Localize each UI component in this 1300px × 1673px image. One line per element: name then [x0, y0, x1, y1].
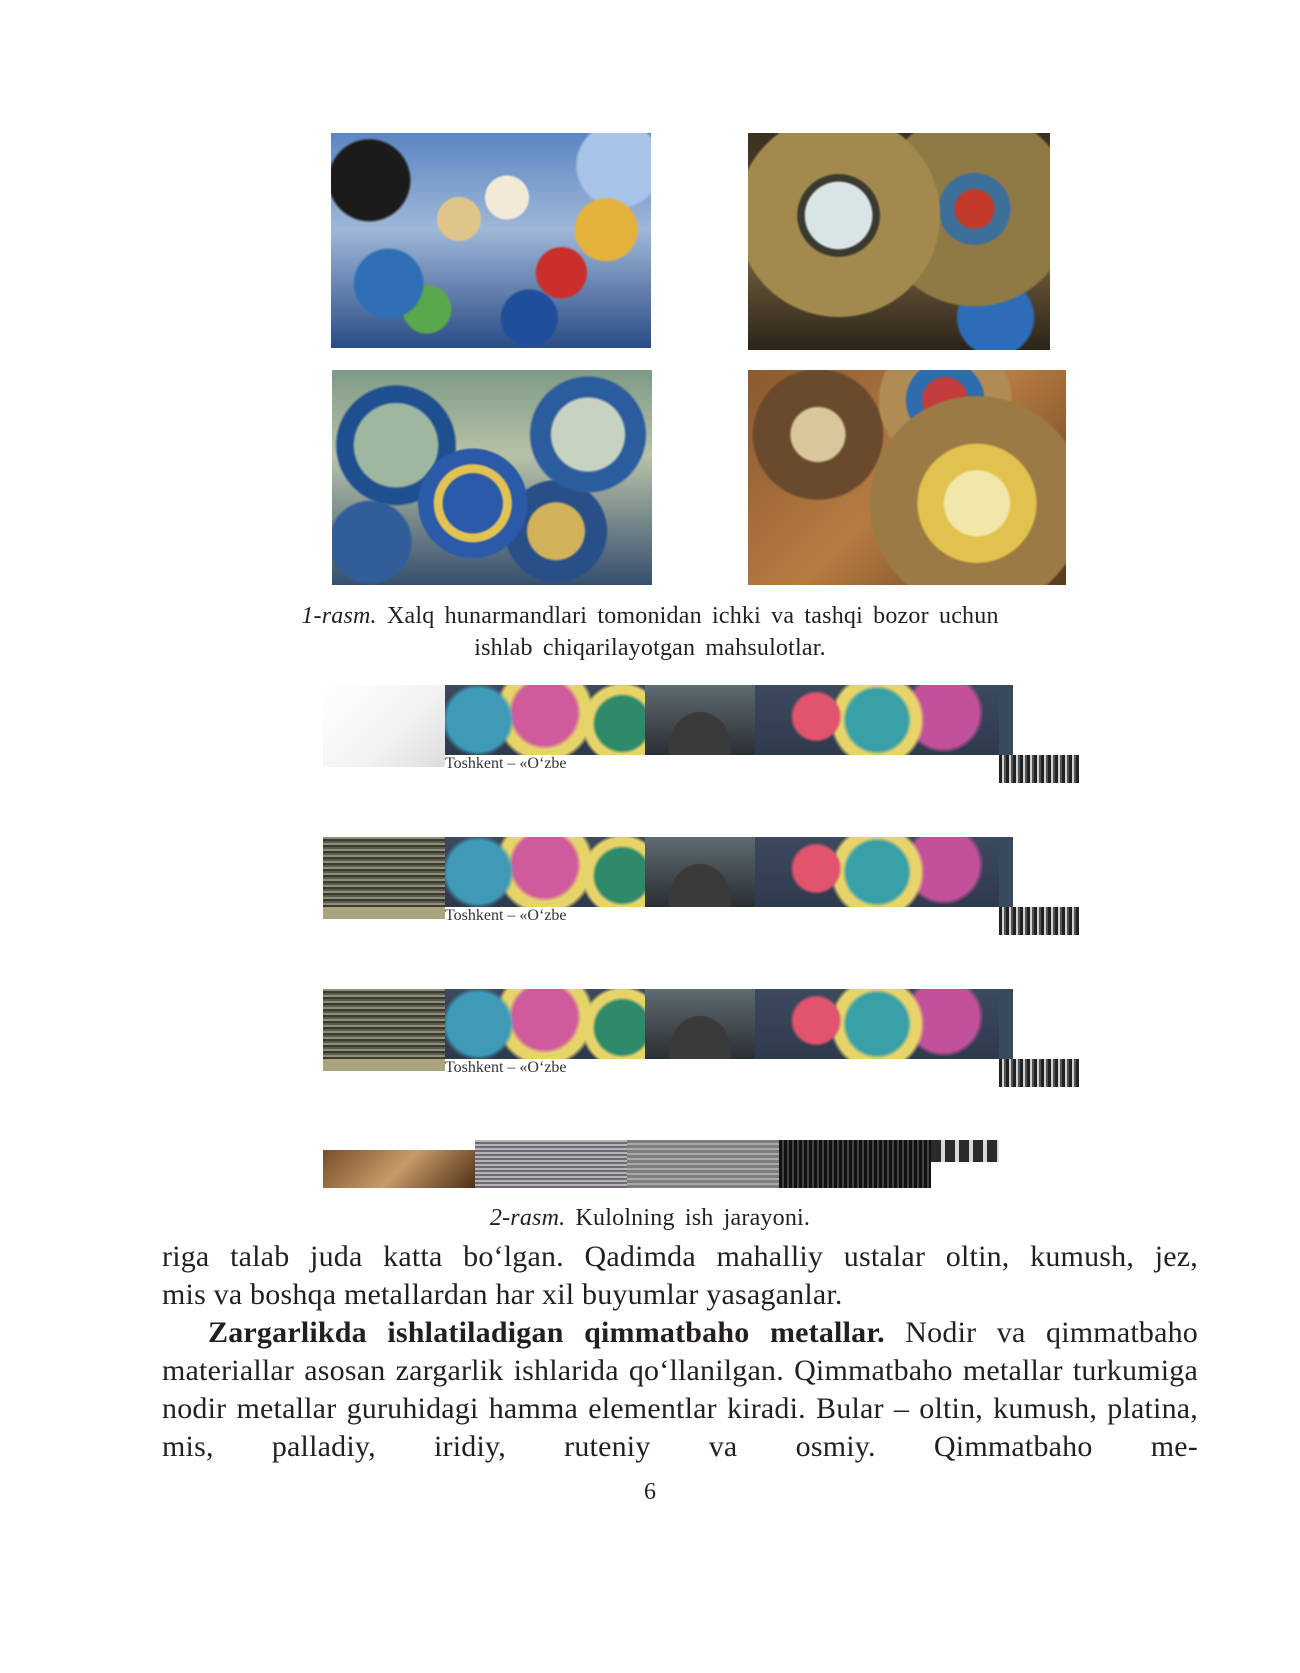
strip-segment: [323, 1150, 475, 1188]
figure2-strip-4: [323, 1140, 999, 1190]
strip-segment: [779, 1140, 931, 1188]
strip-noise: [999, 1059, 1079, 1087]
page-number: 6: [644, 1479, 656, 1505]
skullcap-image: [645, 685, 755, 755]
strip-text: Toshkent – «O‘zbe: [445, 1059, 567, 1076]
strip-text: Toshkent – «O‘zbe: [445, 755, 567, 772]
ceramic-dishes-photo: [332, 370, 652, 585]
strip-edge: [999, 837, 1013, 907]
figure2-caption: [250, 1202, 1050, 1234]
carved-plates-photo: [748, 370, 1066, 585]
figure2-strip-2: [323, 837, 999, 924]
strip-segment: [931, 1140, 999, 1162]
strip-text: Toshkent – «O‘zbe: [445, 907, 567, 924]
skullcap-image: [645, 989, 755, 1059]
body-line-1: riga talab juda katta bo‘lgan. Qadimda mahalliy ustalar oltin, kumush, jez,: [162, 1240, 1198, 1273]
figurines-photo: [331, 133, 651, 348]
strip-left-band: [323, 1059, 445, 1071]
strip-edge: [999, 989, 1013, 1059]
figure2-caption-label: 2-rasm.: [489, 1205, 566, 1231]
figure2-strip-3: [323, 989, 999, 1076]
body-paragraph-2: [162, 1314, 1198, 1466]
figure1-caption-label: 1-rasm.: [301, 603, 377, 629]
skullcap-image: [645, 837, 755, 907]
body-line-2: mis va boshqa metallardan har xil buyumlar yasaganlar.: [162, 1278, 843, 1311]
brass-plates-photo: [748, 133, 1050, 350]
figure1-caption-line2: ishlab chiqarilayotgan mahsulotlar.: [474, 635, 826, 661]
strip-noise: [999, 907, 1079, 935]
figure2-strip-1: [323, 685, 999, 772]
strip-edge: [999, 685, 1013, 755]
section-heading: Zargarlikda ishlatiladigan qimmatbaho metallar.: [208, 1316, 885, 1349]
figure1-caption-line1: Xalq hunarmandlari tomonidan ichki va tashqi bozor uchun: [386, 603, 999, 629]
strip-left-panel: [323, 685, 445, 767]
figure1-caption-second-line: [250, 632, 1050, 664]
strip-segment: [627, 1140, 779, 1188]
figure1-caption: [250, 600, 1050, 632]
strip-segment: [475, 1140, 627, 1188]
paragraph-text: Nodir va qimmatbaho materiallar asosan zargarlik ishlarida qo‘llanilgan. Qimmatbaho metallar turkumiga nodir metallar guruhidagi hamma elementlar kiradi. Bular – oltin, kumush, platina, mis, palladiy, iridiy, ruteniy va osmiy. Qimmatbaho me-: [162, 1316, 1198, 1463]
figure2-caption-text: Kulolning ish jarayoni.: [575, 1205, 811, 1231]
strip-noise: [999, 755, 1079, 783]
strip-left-band: [323, 907, 445, 919]
